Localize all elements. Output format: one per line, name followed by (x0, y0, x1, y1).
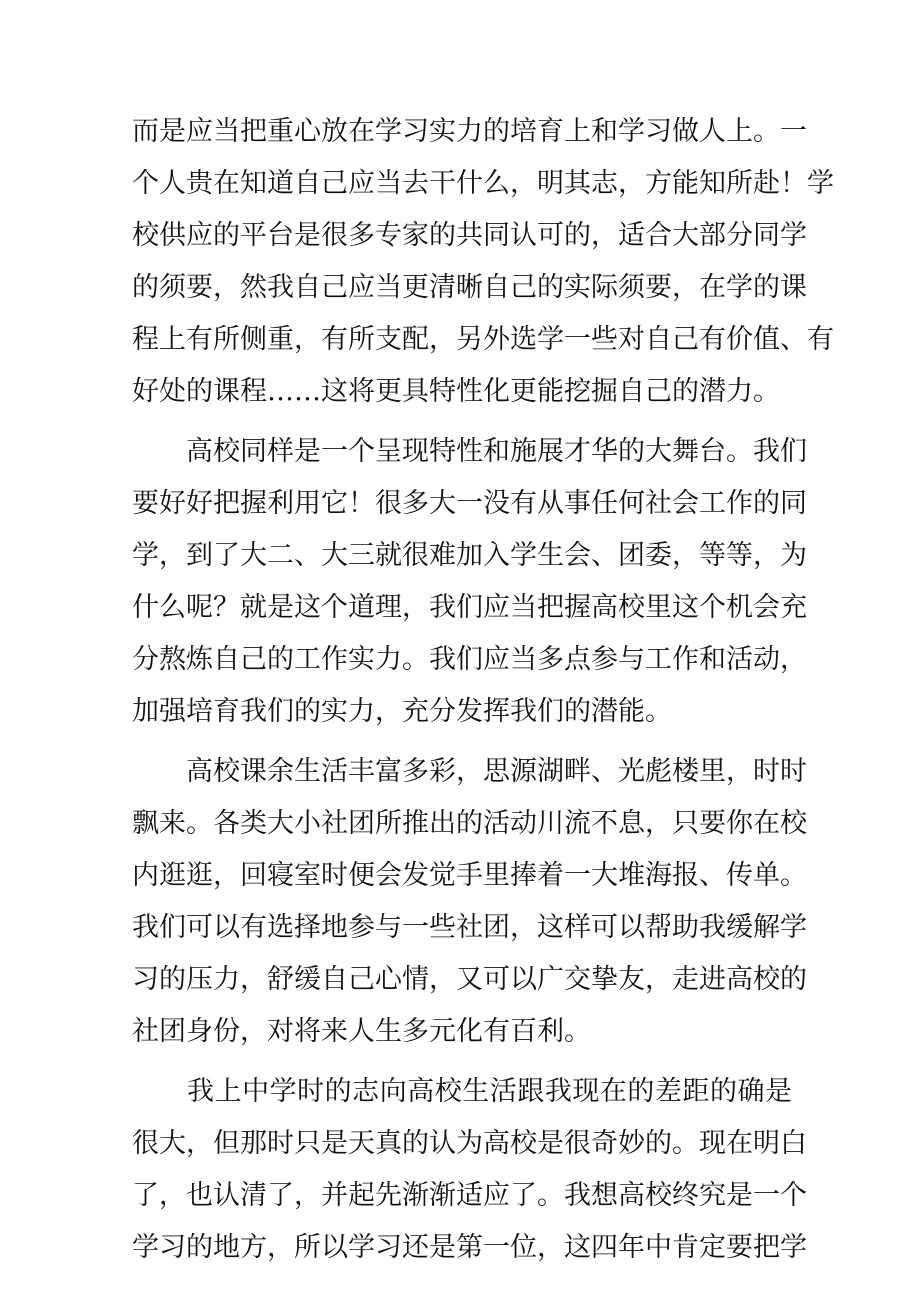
text-line: 学，到了大二、大三就很难加入学生会、团委，等等，为 (132, 540, 807, 571)
text-line: 内逛逛，回寝室时便会发觉手里捧着一大堆海报、传单。 (132, 860, 807, 891)
text-line: 个人贵在知道自己应当去干什么，明其志，方能知所赴！学 (132, 168, 834, 199)
text-line: 高校课余生活丰富多彩，思源湖畔、光彪楼里，时时 (132, 756, 807, 787)
text-line: 什么呢？就是这个道理，我们应当把握高校里这个机会充 (132, 592, 807, 623)
text-line: 社团身份，对将来人生多元化有百利。 (132, 1016, 591, 1047)
text-line: 高校同样是一个呈现特性和施展才华的大舞台。我们 (132, 436, 807, 467)
text-line: 了，也认清了，并起先渐渐适应了。我想高校终究是一个 (132, 1180, 807, 1211)
text-line: 飘来。各类大小社团所推出的活动川流不息，只要你在校 (132, 808, 807, 839)
text-line: 习的压力，舒缓自己心情，又可以广交挚友，走进高校的 (132, 964, 807, 995)
paragraph-1 (132, 106, 834, 418)
text-line: 我们可以有选择地参与一些社团，这样可以帮助我缓解学 (132, 912, 807, 943)
text-line: 我上中学时的志向高校生活跟我现在的差距的确是 (132, 1076, 792, 1107)
text-line: 程上有所侧重，有所支配，另外选学一些对自己有价值、有 (132, 324, 834, 355)
text-line: 而是应当把重心放在学习实力的培育上和学习做人上。一 (132, 116, 807, 147)
paragraph-3 (132, 746, 807, 1058)
text-line: 学习的地方，所以学习还是第一位，这四年中肯定要把学 (132, 1232, 807, 1263)
text-line: 要好好把握利用它！很多大一没有从事任何社会工作的同 (132, 488, 807, 519)
text-line: 好处的课程……这将更具特性化更能挖掘自己的潜力。 (132, 376, 780, 407)
paragraph-spacer (132, 1058, 792, 1066)
text-line: 分熬炼自己的工作实力。我们应当多点参与工作和活动， (132, 644, 807, 675)
paragraph-4 (132, 1066, 807, 1274)
text-line: 的须要，然我自己应当更清晰自己的实际须要，在学的课 (132, 272, 807, 303)
text-line: 校供应的平台是很多专家的共同认可的，适合大部分同学 (132, 220, 807, 251)
paragraph-spacer (132, 418, 792, 426)
text-line: 很大，但那时只是天真的认为高校是很奇妙的。现在明白 (132, 1128, 807, 1159)
paragraph-2 (132, 426, 807, 738)
document-body (132, 106, 834, 1274)
paragraph-spacer (132, 738, 792, 746)
text-line: 加强培育我们的实力，充分发挥我们的潜能。 (132, 696, 672, 727)
